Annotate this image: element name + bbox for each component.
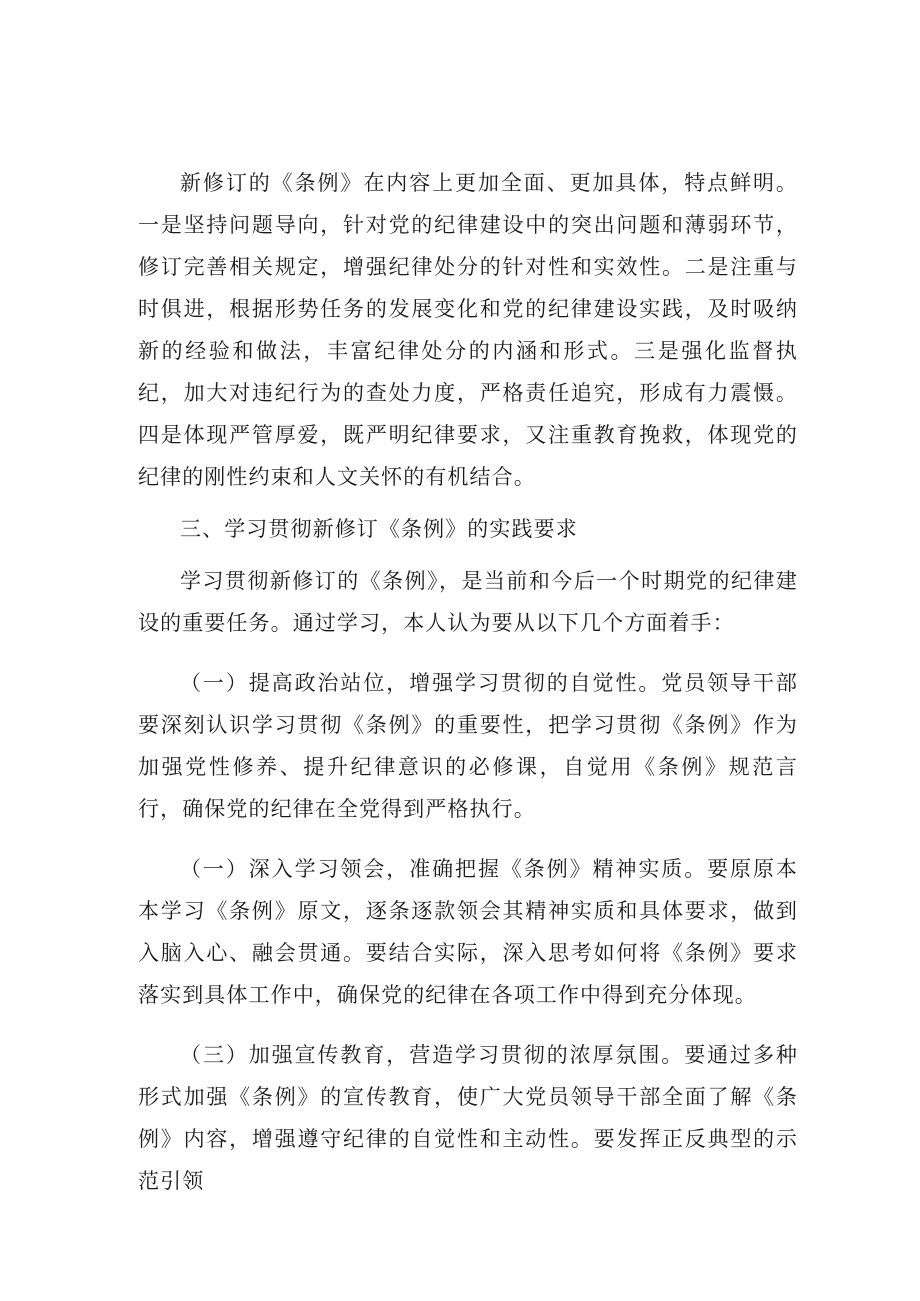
- paragraph-item-3: （三）加强宣传教育，营造学习贯彻的浓厚氛围。要通过多种形式加强《条例》的宣传教育，使广大党员领导干部全面了解《条例》内容，增强遵守纪律的自觉性和主动性。要发挥正反典型的示范引领: [138, 1043, 798, 1193]
- paragraph-item-2: （一）深入学习领会，准确把握《条例》精神实质。要原原本本学习《条例》原文，逐条逐款领会其精神实质和具体要求，做到入脑入心、融会贯通。要结合实际，深入思考如何将《条例》要求落实到具体工作中，确保党的纪律在各项工作中得到充分体现。: [138, 857, 798, 1007]
- paragraph-intro: 学习贯彻新修订的《条例》，是当前和今后一个时期党的纪律建设的重要任务。通过学习，本人认为要从以下几个方面着手：: [138, 569, 798, 635]
- document-body: [138, 162, 798, 1202]
- paragraph-features: 新修订的《条例》在内容上更加全面、更加具体，特点鲜明。一是坚持问题导向，针对党的纪律建设中的突出问题和薄弱环节，修订完善相关规定，增强纪律处分的针对性和实效性。二是注重与时俱进，根据形势任务的发展变化和党的纪律建设实践，及时吸纳新的经验和做法，丰富纪律处分的内涵和形式。三是强化监督执纪，加大对违纪行为的查处力度，严格责任追究，形成有力震慑。四是体现严管厚爱，既严明纪律要求，又注重教育挽救，体现党的纪律的刚性约束和人文关怀的有机结合。: [138, 171, 798, 489]
- paragraph-item-1: （一）提高政治站位，增强学习贯彻的自觉性。党员领导干部要深刻认识学习贯彻《条例》的重要性，把学习贯彻《条例》作为加强党性修养、提升纪律意识的必修课，自觉用《条例》规范言行，确保党的纪律在全党得到严格执行。: [138, 671, 798, 821]
- section-heading-3: 三、学习贯彻新修订《条例》的实践要求: [180, 517, 578, 541]
